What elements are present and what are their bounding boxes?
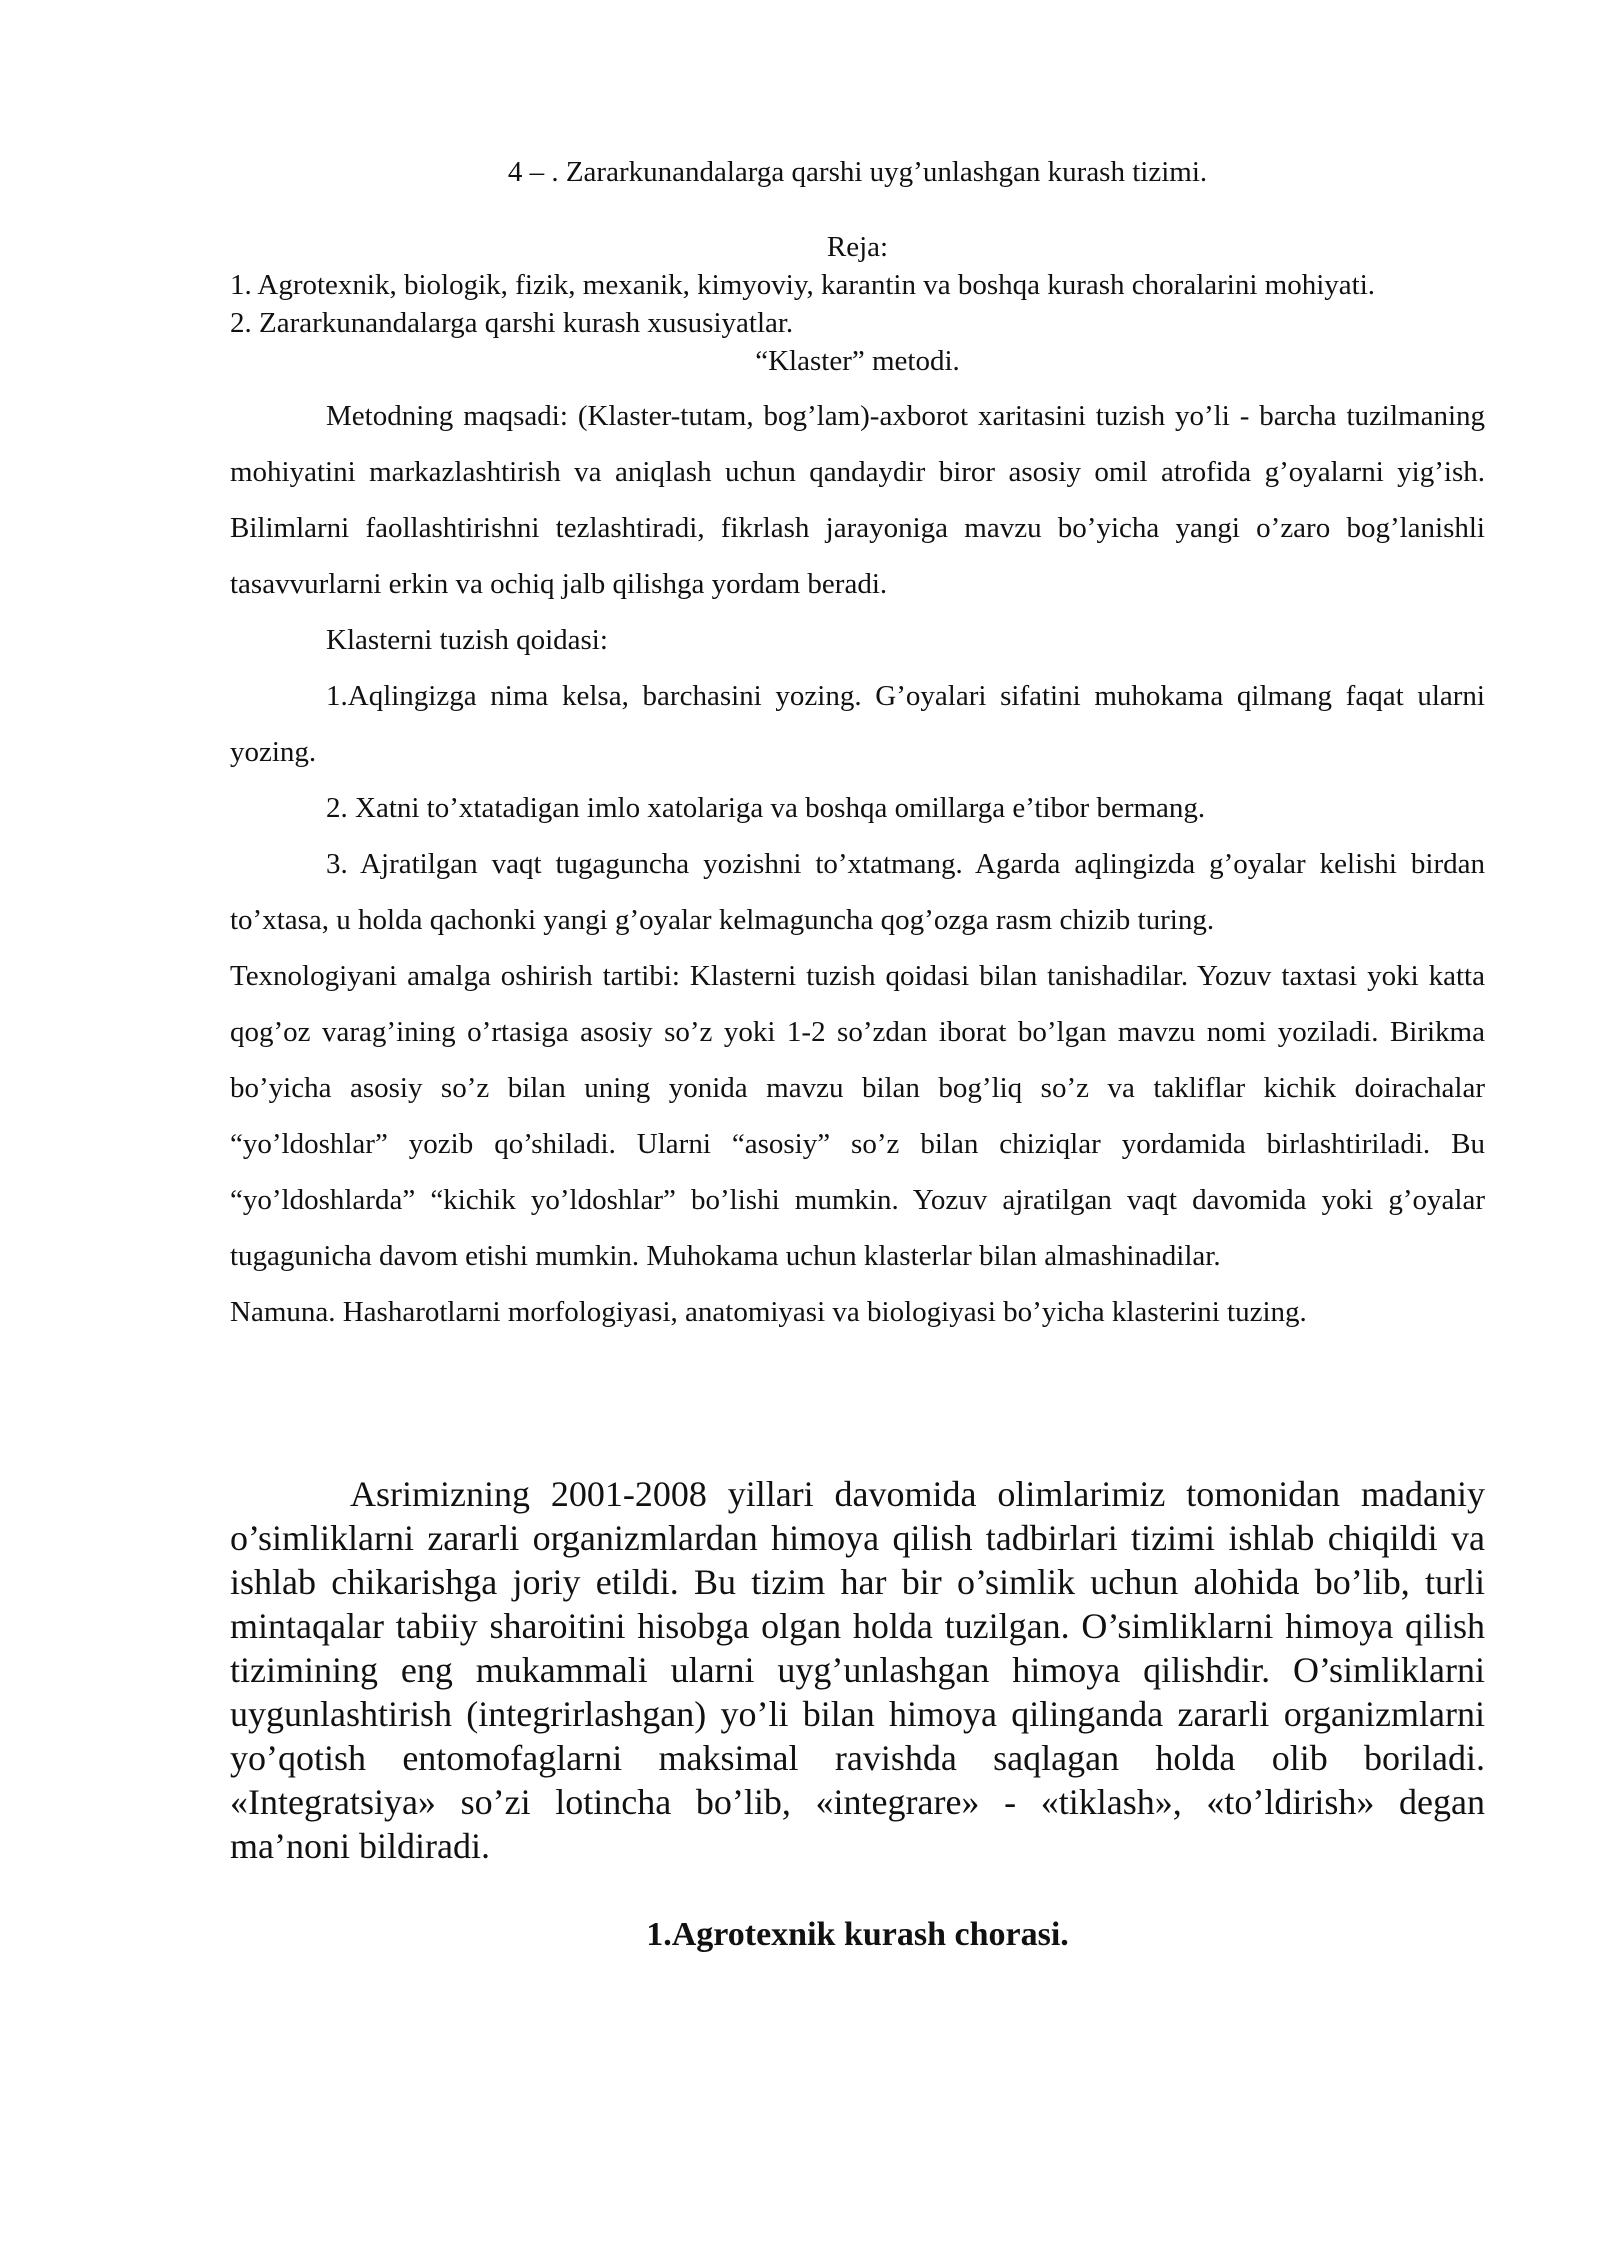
plan-item-2: 2. Zararkunandalarga qarshi kurash xususiyatlar. [230, 307, 794, 339]
example-line: Namuna. Hasharotlarni morfologiyasi, anatomiyasi va biologiyasi bo’yicha klasterini tuzing. [230, 1296, 1307, 1328]
method-goal-paragraph: Metodning maqsadi: (Klaster-tutam, bog’lam)-axborot xaritasini tuzish yo’li - barcha tuzilmaning mohiyatini markazlashtirish va aniqlash uchun qandaydir biror asosiy omil atrofida g’oyalarni yig’ish. Bilimlarni faollashtirishni tezlashtiradi, fikrlash jarayoniga mavzu bo’yicha yangi o’zaro bog’lanishli tasavvurlarni erkin va ochiq jalb qilishga yordam beradi. [230, 400, 1485, 600]
integration-paragraph: Asrimizning 2001-2008 yillari davomida olimlarimiz tomonidan madaniy o’simliklarni zararli organizmlardan himoya qilish tadbirlari tizimi ishlab chiqildi va ishlab chikarishga joriy etildi. Bu tizim har bir o’simlik uchun alohida bo’lib, turli mintaqalar tabiiy sharoitini hisobga olgan holda tuzilgan. O’simliklarni himoya qilish tizimining eng mukammali ularni uyg’unlashgan himoya qilishdir. O’simliklarni uygunlashtirish (integrirlashgan) yo’li bilan himoya qilinganda zararli organizmlarni yo’qotish entomofaglarni maksimal ravishda saqlagan holda olib boriladi. «Integratsiya» so’zi lotincha bo’lib, «integrare» - «tiklash», «to’ldirish» degan ma’noni bildiradi. [230, 1474, 1485, 1866]
section-heading: 1.Agrotexnik kurash chorasi. [646, 1916, 1069, 1953]
document-body [230, 152, 1485, 1954]
document-title: 4 – . Zararkunandalarga qarshi uyg’unlashgan kurash tizimi. [507, 156, 1208, 188]
cluster-rule-3: 3. Ajratilgan vaqt tugaguncha yozishni to’xtatmang. Agarda aqlingizda g’oyalar kelishi birdan to’xtasa, u holda qachonki yangi g’oyalar kelmaguncha qog’ozga rasm chizib turing. [230, 848, 1485, 936]
method-title: “Klaster” metodi. [755, 345, 960, 377]
plan-item-1: 1. Agrotexnik, biologik, fizik, mexanik, kimyoviy, karantin va boshqa kurash choralarini mohiyati. [230, 269, 1376, 301]
cluster-rule-2: 2. Xatni to’xtatadigan imlo xatolariga va boshqa omillarga e’tibor bermang. [326, 792, 1206, 824]
plan-heading: Reja: [826, 231, 889, 263]
cluster-rules-heading: Klasterni tuzish qoidasi: [326, 624, 608, 656]
cluster-rule-1: 1.Aqlingizga nima kelsa, barchasini yozing. G’oyalari sifatini muhokama qilmang faqat ularni yozing. [230, 680, 1485, 768]
technology-paragraph: Texnologiyani amalga oshirish tartibi: Klasterni tuzish qoidasi bilan tanishadilar. Yozuv taxtasi yoki katta qog’oz varag’ining o’rtasiga asosiy so’z yoki 1-2 so’zdan iborat bo’lgan mavzu nomi yoziladi. Birikma bo’yicha asosiy so’z bilan uning yonida mavzu bilan bog’liq so’z va takliflar kichik doirachalar “yo’ldoshlar” yozib qo’shiladi. Ularni “asosiy” so’z bilan chiziqlar yordamida birlashtiriladi. Bu “yo’ldoshlarda” “kichik yo’ldoshlar” bo’lishi mumkin. Yozuv ajratilgan vaqt davomida yoki g’oyalar tugagunicha davom etishi mumkin. Muhokama uchun klasterlar bilan almashinadilar. [230, 960, 1485, 1272]
